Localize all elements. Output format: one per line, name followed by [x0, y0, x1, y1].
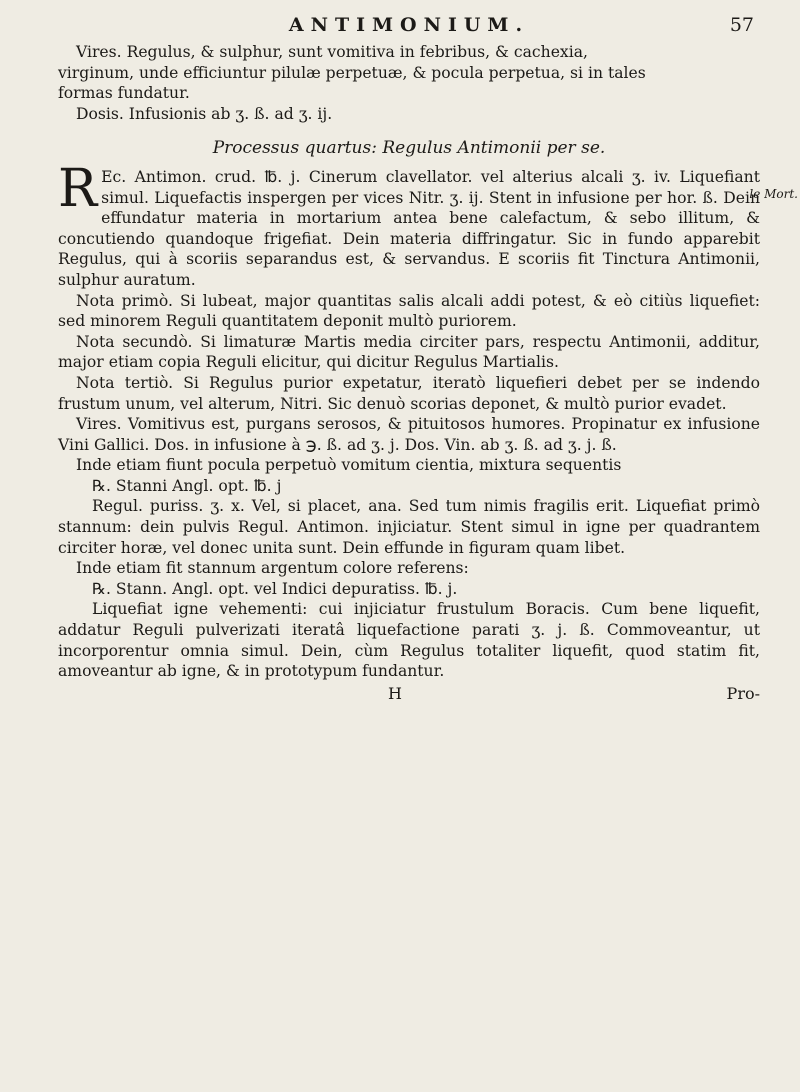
body-text: [58, 42, 760, 682]
signature-mark: H: [388, 683, 402, 703]
running-title: ANTIMONIUM.: [288, 14, 530, 36]
recipe-reguli: Regul. puriss. ʒ. x. Vel, si placet, ana. Sed tum nimis fragilis erit. Liquefiat primò stannum: dein pulvis Regul. Antimon. injiciatur. Stent simul in igne per quadrantem circiter horæ, vel donec unita sunt. Dein effunde in figuram quam libet.: [58, 497, 760, 557]
page-footer: [58, 684, 760, 703]
recipe-stann-angl: ℞. Stann. Angl. opt. vel Indici depuratiss. ℔. j.: [92, 579, 458, 598]
page-number: 57: [729, 14, 754, 36]
pocula-paragraph: Inde etiam fiunt pocula perpetuò vomitum cientia, mixtura sequentis: [76, 456, 622, 475]
running-head: [58, 8, 760, 42]
catchword: Pro-: [726, 683, 760, 703]
recipe-liquefiat: Liquefiat igne vehementi: cui injiciatur frustulum Boracis. Cum bene liquefit, addatur Reguli pulverizati iteratâ liquefactione parati ʒ. j. ß. Commoveantur, ut incorporentur omnia simul. Dein, cùm Regulus totaliter liquefit, quod statim fit, amoveantur ab igne, & in prototypum fundantur.: [58, 600, 760, 681]
vires-line: Vires. Regulus, & sulphur, sunt vomitiva in febribus, & cachexia,: [76, 43, 588, 61]
vires-line-end: formas fundatur.: [58, 84, 190, 103]
margin-note: le Mort.: [749, 187, 798, 201]
nota-primo: Nota primò. Si lubeat, major quantitas salis alcali addi potest, & eò citiùs liquefiet: sed minorem Reguli quantitatem deponit multò puriorem.: [58, 291, 760, 331]
recipe-stanni: ℞. Stanni Angl. opt. ℔. j: [92, 476, 282, 495]
recipe-paragraph: [58, 158, 760, 291]
vires-paragraph: Vires. Vomitivus est, purgans serosos, & pituitosos humores. Propinatur ex infusione Vini Gallici. Dos. in infusione à ℈. ß. ad ʒ. j. Dos. Vin. ab ʒ. ß. ad ʒ. j. ß.: [58, 415, 760, 454]
drop-cap: R: [58, 158, 98, 219]
section-title: Processus quartus: Regulus Antimonii per se.: [212, 138, 606, 159]
nota-tertio: Nota tertiò. Si Regulus purior expetatur, iteratò liquefieri debet per se indendo frustum unum, vel alterum, Nitri. Sic denuò scorias deponet, & multò purior evadet.: [58, 373, 760, 413]
recipe-text: Ec. Antimon. crud. ℔. j. Cinerum clavellator. vel alterius alcali ʒ. iv. Liquefiant simul. Liquefactis inspergen per vices Nitr. ʒ. ij. Stent in infusione per hor. ß. Dein effundatur materia in mortarium antea bene calefactum, & sebo illitum, & concutiendo quandoque frigefiat. Dein materia diffringatur. Sic in fundo apparebit Regulus, qui à scoriis separandus est, & servandus. E scoriis fit Tinctura Antimonii, sulphur auratum.: [58, 167, 760, 289]
stannum-paragraph: Inde etiam fit stannum argentum colore referens:: [76, 559, 469, 578]
vires-line-cont: virginum, unde efficiuntur pilulæ perpetuæ, & pocula perpetua, si in tales: [58, 63, 646, 82]
dosis-line: Dosis. Infusionis ab ʒ. ß. ad ʒ. ij.: [76, 104, 333, 123]
nota-secundo: Nota secundò. Si limaturæ Martis media circiter pars, respectu Antimonii, additur, major etiam copia Reguli elicitur, qui dicitur Regulus Martialis.: [58, 332, 760, 372]
